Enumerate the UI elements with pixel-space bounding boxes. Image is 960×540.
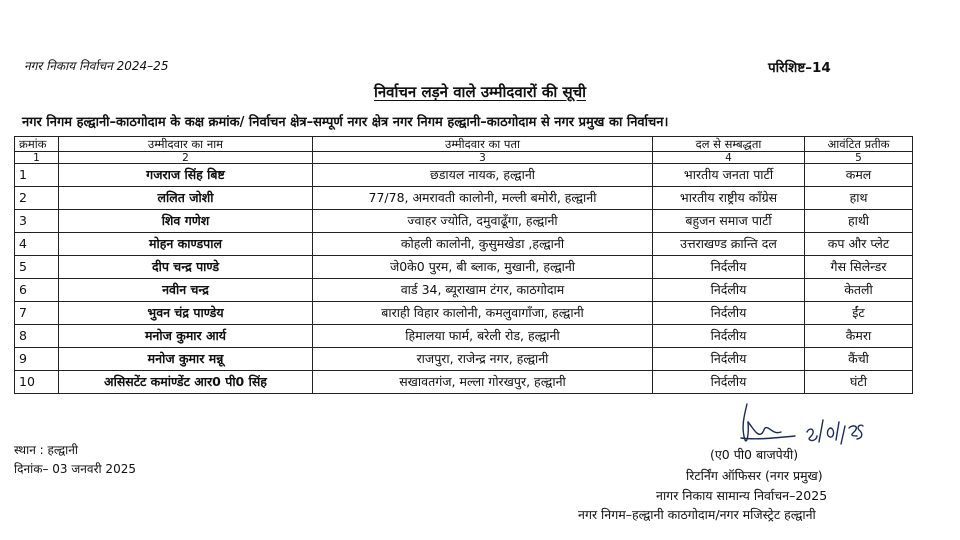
cell-address: ज्वाहर ज्योति, दमुवाढूँगा, हल्द्वानी [313, 210, 653, 233]
cell-address: जे0के0 पुरम, बी ब्लाक, मुखानी, हल्द्वानी [313, 256, 653, 279]
cell-symbol: कमल [805, 164, 913, 187]
cell-serial: 10 [15, 371, 59, 394]
cell-party: निर्दलीय [653, 325, 805, 348]
cell-address: छडायल नायक, हल्द्वानी [313, 164, 653, 187]
cell-symbol: गैस सिलेन्डर [805, 256, 913, 279]
column-number-row [15, 152, 913, 164]
cell-symbol: हाथी [805, 210, 913, 233]
table-header-row [15, 137, 913, 152]
signatory-name: (ए0 पी0 बाजपेयी) [710, 447, 799, 462]
cell-address: बाराही विहार कालोनी, कमलुवागाँजा, हल्द्वानी [313, 302, 653, 325]
signatory-title: रिटर्निंग ऑफिसर (नगर प्रमुख) [686, 468, 823, 483]
column-number: 4 [653, 152, 805, 164]
signatory-office: नगर निगम–हल्द्वानी काठगोदाम/नगर मजिस्ट्रेट हल्द्वानी [578, 507, 816, 522]
cell-name: गजराज सिंह बिष्ट [59, 164, 313, 187]
table-row [15, 371, 913, 394]
cell-address: 77/78, अमरावती कालोनी, मल्ली बमोरी, हल्द्वानी [313, 187, 653, 210]
column-number: 1 [15, 152, 59, 164]
header-name: उम्मीदवार का नाम [59, 137, 313, 152]
page-title: निर्वाचन लड़ने वाले उम्मीदवारों की सूची [373, 83, 587, 101]
place-label: स्थान : हल्द्वानी [14, 443, 78, 457]
cell-name: भुवन चंद्र पाण्डेय [59, 302, 313, 325]
cell-address: कोहली कालोनी, कुसुमखेडा ,हल्द्वानी [313, 233, 653, 256]
cell-serial: 7 [15, 302, 59, 325]
table-row [15, 325, 913, 348]
cell-serial: 4 [15, 233, 59, 256]
cell-serial: 5 [15, 256, 59, 279]
handwritten-signature [735, 398, 875, 450]
header-party: दल से सम्बद्धता [653, 137, 805, 152]
cell-name: मोहन काण्डपाल [59, 233, 313, 256]
table-row [15, 233, 913, 256]
cell-address: सखावतगंज, मल्ला गोरखपुर, हल्द्वानी [313, 371, 653, 394]
cell-name: मनोज कुमार आर्य [59, 325, 313, 348]
cell-serial: 6 [15, 279, 59, 302]
table-row [15, 164, 913, 187]
cell-address: हिमालया फार्म, बरेली रोड, हल्द्वानी [313, 325, 653, 348]
cell-symbol: कैंची [805, 348, 913, 371]
column-number: 5 [805, 152, 913, 164]
cell-address: वार्ड 34, ब्यूराखाम टंगर, काठगोदाम [313, 279, 653, 302]
election-header: नगर निकाय निर्वाचन 2024–25 [24, 59, 169, 73]
cell-symbol: घंटी [805, 371, 913, 394]
cell-symbol: हाथ [805, 187, 913, 210]
cell-party: निर्दलीय [653, 348, 805, 371]
cell-party: भारतीय राष्ट्रीय कॉंग्रेस [653, 187, 805, 210]
cell-party: निर्दलीय [653, 279, 805, 302]
cell-serial: 8 [15, 325, 59, 348]
table-row [15, 210, 913, 233]
cell-serial: 2 [15, 187, 59, 210]
cell-name: ललित जोशी [59, 187, 313, 210]
page-subtitle: नगर निगम हल्द्वानी–काठगोदाम के कक्ष क्रमांक/ निर्वाचन क्षेत्र–सम्पूर्ण नगर क्षेत्र नगर निगम हल्द्वानी–काठगोदाम से नगर प्रमुख का निर्वाचन। [22, 115, 669, 130]
header-address: उम्मीदवार का पता [313, 137, 653, 152]
cell-name: मनोज कुमार मन्नू [59, 348, 313, 371]
appendix-label: परिशिष्ट–14 [768, 60, 831, 76]
cell-symbol: कप और प्लेट [805, 233, 913, 256]
cell-serial: 3 [15, 210, 59, 233]
cell-party: निर्दलीय [653, 302, 805, 325]
cell-address: राजपुरा, राजेन्द्र नगर, हल्द्वानी [313, 348, 653, 371]
header-symbol: आवंटित प्रतीक [805, 137, 913, 152]
cell-name: असिसटेंट कमांण्डेंट आर0 पी0 सिंह [59, 371, 313, 394]
table-row [15, 256, 913, 279]
header-serial: क्रमांक [15, 137, 59, 152]
cell-name: दीप चन्द्र पाण्डे [59, 256, 313, 279]
date-label: दिनांक– 03 जनवरी 2025 [14, 462, 136, 476]
cell-name: शिव गणेश [59, 210, 313, 233]
cell-party: उत्तराखण्ड क्रान्ति दल [653, 233, 805, 256]
table-row [15, 302, 913, 325]
cell-party: भारतीय जनता पार्टी [653, 164, 805, 187]
cell-serial: 9 [15, 348, 59, 371]
cell-symbol: ईंट [805, 302, 913, 325]
table-row [15, 348, 913, 371]
cell-name: नवीन चन्द्र [59, 279, 313, 302]
cell-symbol: कैमरा [805, 325, 913, 348]
table-row [15, 279, 913, 302]
table-row [15, 187, 913, 210]
cell-party: निर्दलीय [653, 256, 805, 279]
cell-party: बहुजन समाज पार्टी [653, 210, 805, 233]
cell-party: निर्दलीय [653, 371, 805, 394]
column-number: 2 [59, 152, 313, 164]
signatory-election: नागर निकाय सामान्य निर्वाचन–2025 [656, 488, 828, 503]
column-number: 3 [313, 152, 653, 164]
candidate-table [14, 136, 913, 394]
cell-symbol: केतली [805, 279, 913, 302]
cell-serial: 1 [15, 164, 59, 187]
